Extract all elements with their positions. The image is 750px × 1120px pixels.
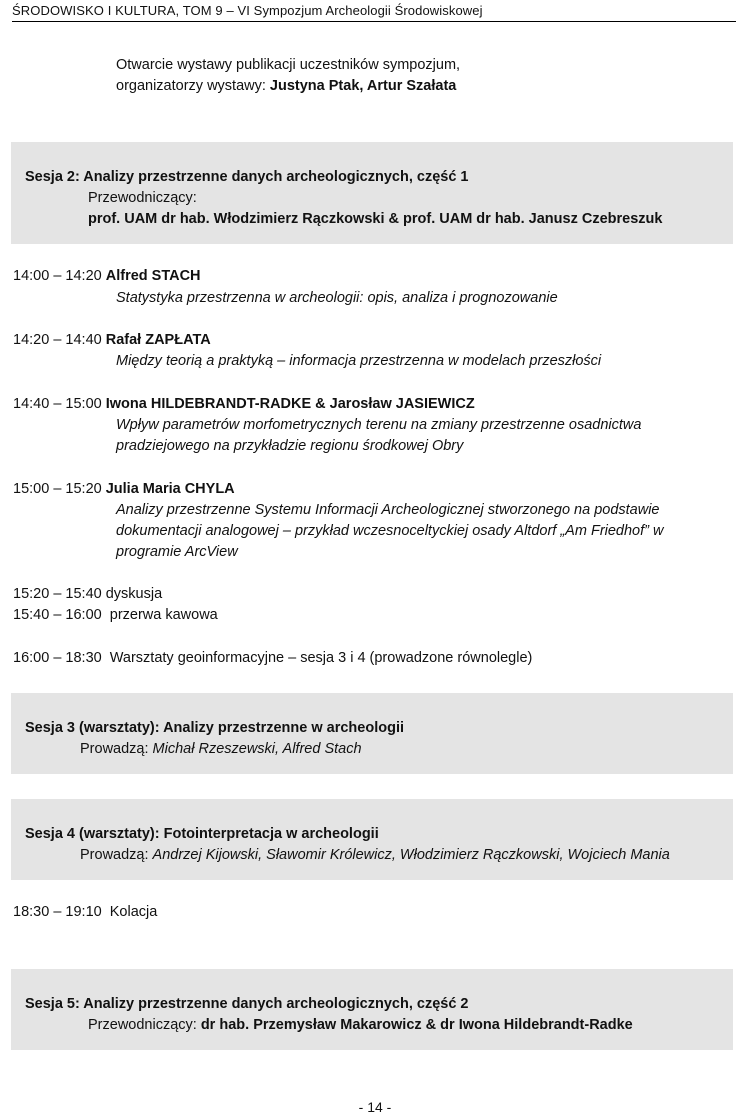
talk-4-header [13,481,235,497]
break-discussion-label: dyskusja [105,586,163,602]
talk-1-header [13,268,201,284]
session-5-chairs: dr hab. Przemysław Makarowicz & dr Iwona Hildebrandt-Radke [200,1017,633,1033]
session-3-leads-label: Prowadzą: [80,741,153,757]
exhibition-organizers-label: organizatorzy wystawy: [116,78,270,94]
dinner-time: 18:30 – 19:10 [13,904,102,920]
workshops-time: 16:00 – 18:30 [13,650,102,666]
session-2-title: Sesja 2: Analizy przestrzenne danych archeologicznych, część 1 [25,169,469,185]
session-3-title: Sesja 3 (warsztaty): Analizy przestrzenne w archeologii [25,720,404,736]
exhibition-line-1: Otwarcie wystawy publikacji uczestników sympozjum, [116,57,461,73]
session-4-leads-label: Prowadzą: [80,847,153,863]
dinner-label: Kolacja [109,904,158,920]
session-3-leads-line [80,741,362,757]
session-5-title: Sesja 5: Analizy przestrzenne danych archeologicznych, część 2 [25,996,469,1012]
dinner-line [13,904,157,920]
break-coffee-time: 15:40 – 16:00 [13,607,102,623]
exhibition-organizers: Justyna Ptak, Artur Szałata [269,78,457,94]
talk-4-title-line-2: dokumentacji analogowej – przykład wczesnoceltyckiej osady Altdorf „Am Friedhof” w [116,523,664,539]
session-4-box [11,799,733,880]
talk-4-title-line-3: programie ArcView [116,544,238,560]
session-2-chairs-label: Przewodniczący: [88,190,197,206]
header-rule [12,21,736,22]
talk-3-title-line-2: pradziejowego na przykładzie regionu środkowej Obry [116,438,464,454]
talk-3-header [13,396,475,412]
session-3-leads: Michał Rzeszewski, Alfred Stach [152,741,362,757]
talk-2-speaker: Rafał ZAPŁATA [105,332,211,348]
session-4-leads-line [80,847,670,863]
session-4-title: Sesja 4 (warsztaty): Fotointerpretacja w archeologii [25,826,379,842]
talk-3-time: 14:40 – 15:00 [13,396,102,412]
talk-2-title: Między teorią a praktyką – informacja przestrzenna w modelach przeszłości [116,353,602,369]
talk-1-title: Statystyka przestrzenna w archeologii: opis, analiza i prognozowanie [116,290,558,306]
talk-2-time: 14:20 – 14:40 [13,332,102,348]
talk-1-speaker: Alfred STACH [105,268,201,284]
break-coffee [13,607,218,623]
break-discussion [13,586,162,602]
break-discussion-time: 15:20 – 15:40 [13,586,102,602]
session-5-chairs-line [88,1017,633,1033]
session-2-chairs: prof. UAM dr hab. Włodzimierz Rączkowski & prof. UAM dr hab. Janusz Czebreszuk [88,211,663,227]
running-header: ŚRODOWISKO I KULTURA, TOM 9 – VI Sympozjum Archeologii Środowiskowej [12,3,483,18]
session-2-box [11,142,733,244]
session-4-leads: Andrzej Kijowski, Sławomir Królewicz, Włodzimierz Rączkowski, Wojciech Mania [152,847,670,863]
break-coffee-label: przerwa kawowa [109,607,218,623]
exhibition-line-2 [116,78,456,94]
session-3-box [11,693,733,774]
talk-2-header [13,332,211,348]
talk-1-time: 14:00 – 14:20 [13,268,102,284]
talk-3-title-line-1: Wpływ parametrów morfometrycznych terenu na zmiany przestrzenne osadnictwa [116,417,642,433]
session-5-box [11,969,733,1050]
session-5-chairs-label: Przewodniczący: [88,1017,201,1033]
talk-4-title-line-1: Analizy przestrzenne Systemu Informacji Archeologicznej stworzonego na podstawie [116,502,660,518]
talk-4-speaker: Julia Maria CHYLA [105,481,235,497]
workshops-label: Warsztaty geoinformacyjne – sesja 3 i 4 (prowadzone równolegle) [109,650,533,666]
workshops-line [13,650,532,666]
talk-4-time: 15:00 – 15:20 [13,481,102,497]
page-number: - 14 - [358,1099,392,1115]
talk-3-speaker: Iwona HILDEBRANDT-RADKE & Jarosław JASIEWICZ [105,396,475,412]
